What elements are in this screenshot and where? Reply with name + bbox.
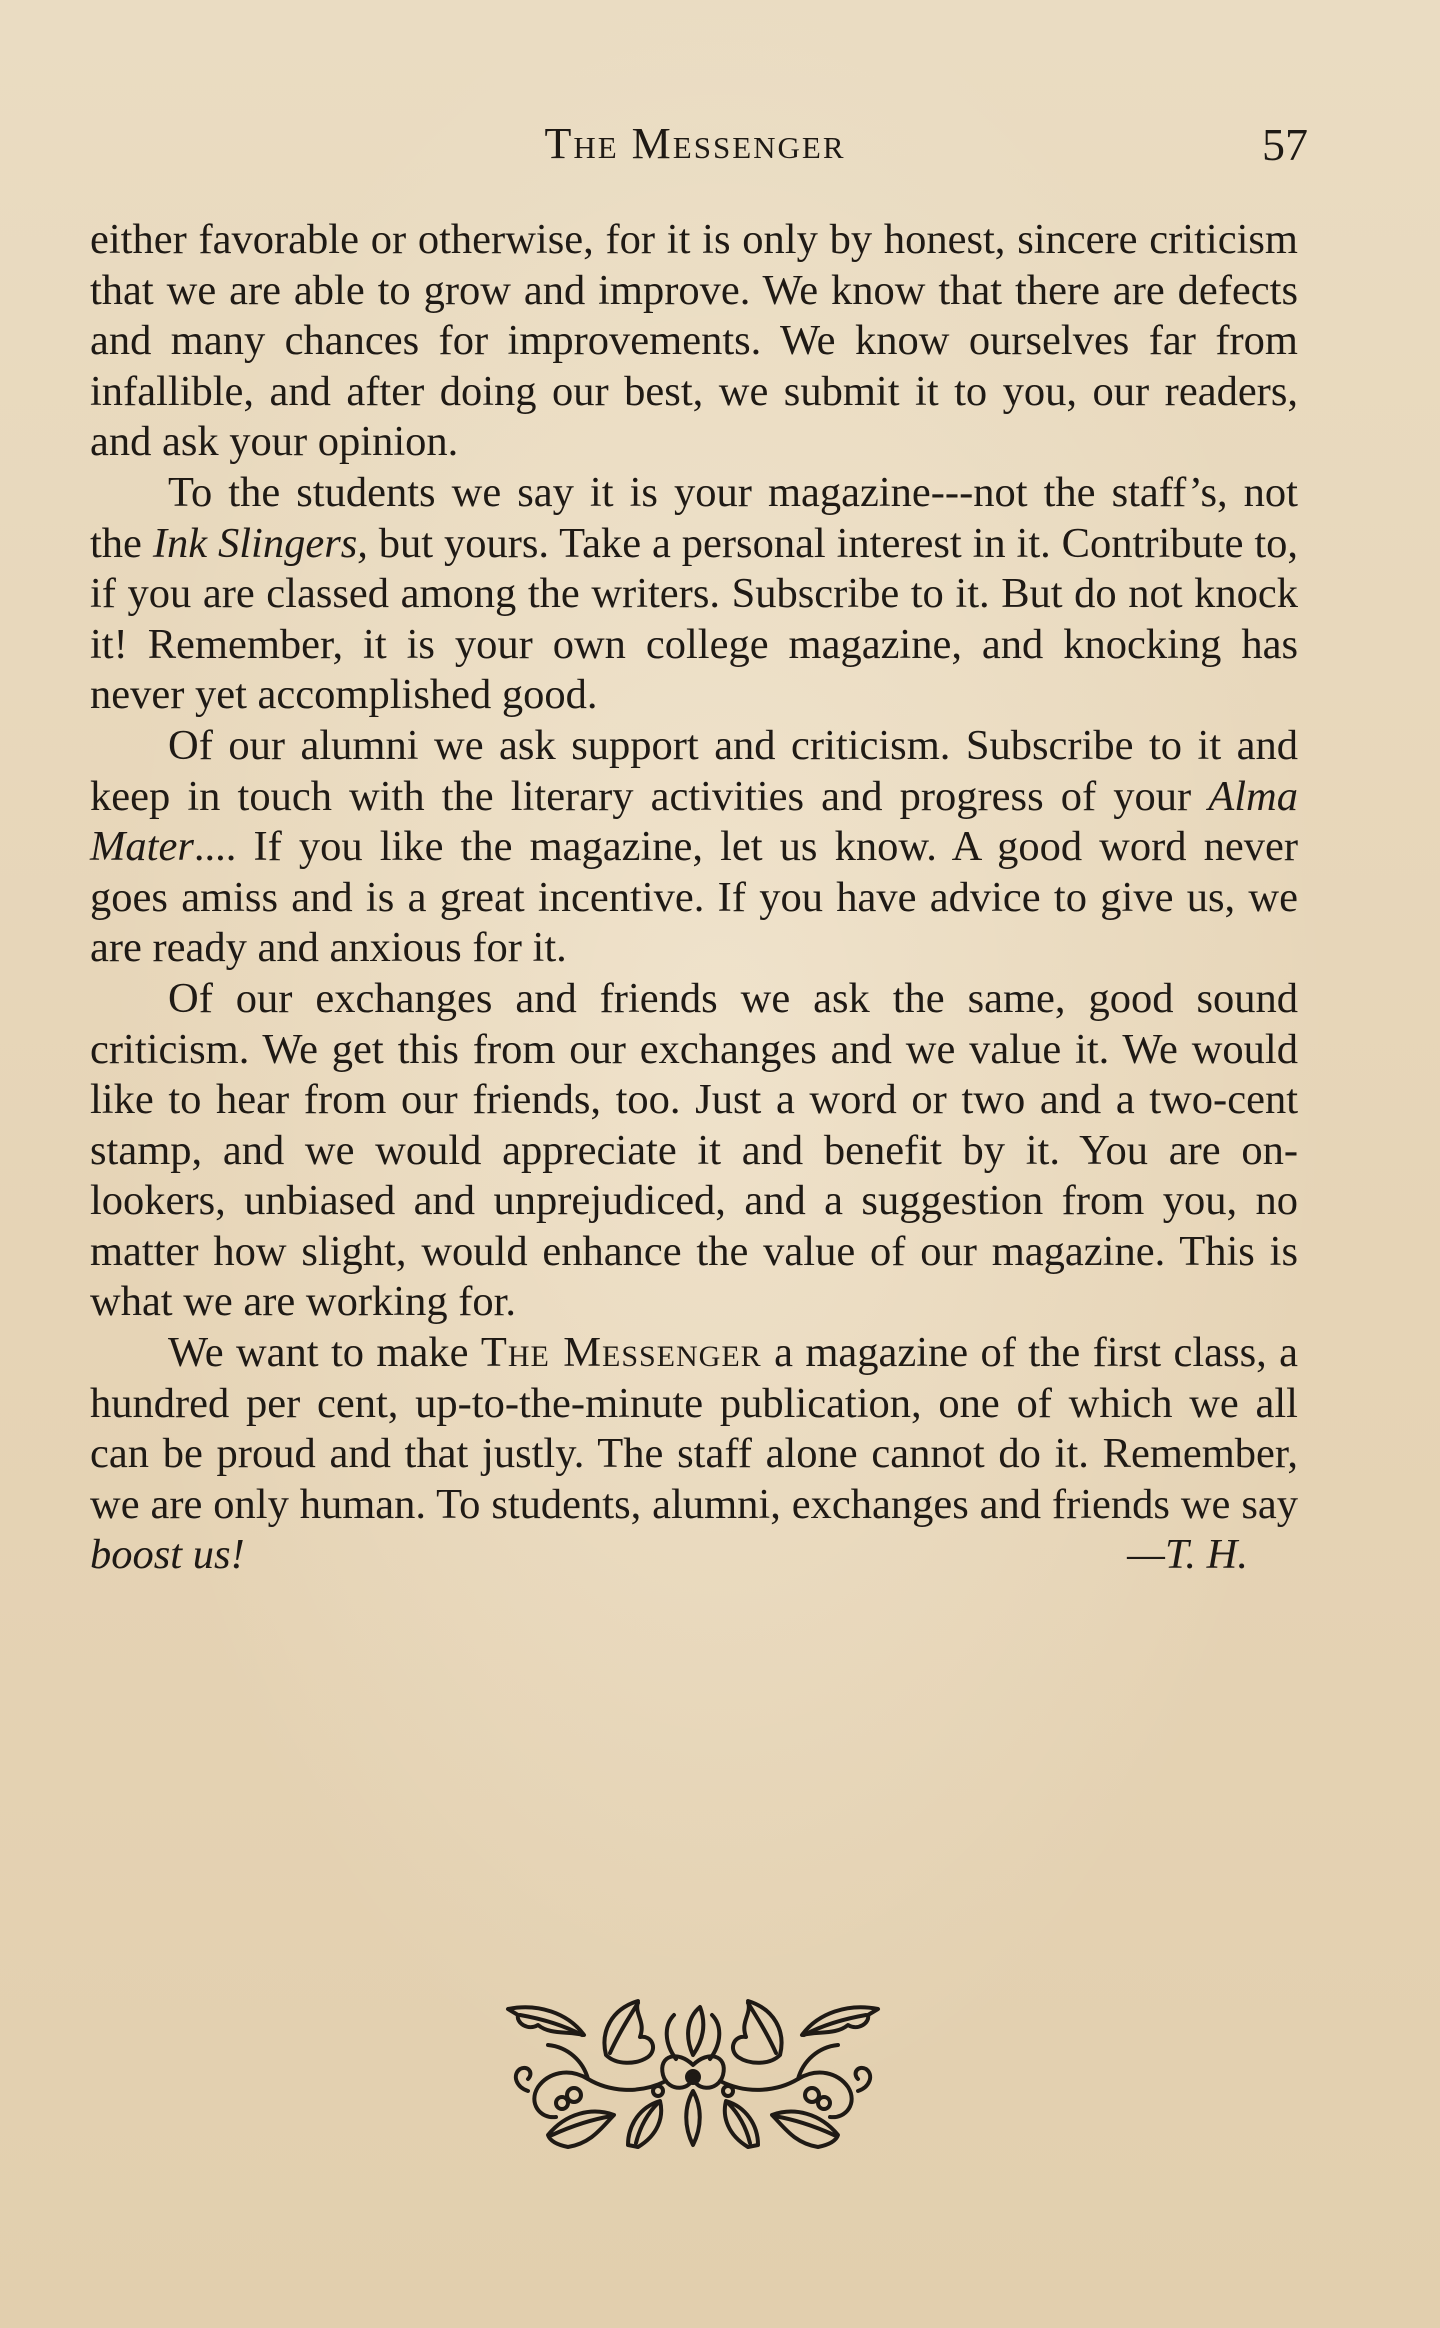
author-signature: —T. H. (1127, 1531, 1248, 1579)
paragraph (90, 468, 1298, 721)
article-body (90, 215, 1298, 1581)
paragraph (90, 974, 1298, 1328)
paragraph-text: but yours. Take a personal interest in it. Contribute to, if you are classed among the writers. Subscribe to it. But do not knock it! Remember, it is your own college magazine, and knocking has never yet accomplished good. (90, 519, 1299, 719)
paragraph-text: either favorable or otherwise, for it is only by honest, sincere criticism that we are able to grow and improve. We know that there are defects and many chances for improvements. We know ourselves far from infallible, and after doing our best, we submit it to you, our readers, and ask your opinion. (90, 216, 1298, 466)
paragraph-text: We want to make (168, 1329, 481, 1377)
paragraph-text: To the students we say it is your magazine---not the staff’s, not the (90, 468, 1298, 567)
running-head (90, 118, 1308, 178)
paragraph (90, 1328, 1298, 1581)
floral-vine-tailpiece-icon (488, 1995, 898, 2155)
italic-text: Ink Slingers, (152, 519, 368, 567)
paragraph-text: Of our exchanges and friends we ask the same, good sound criticism. We get this from our exchanges and we value it. We would like to hear from our friends, too. Just a word or two and a two-cent stamp, and we would appreciate it and benefit by it. You are on-lookers, unbiased and unprejudiced, and a suggestion from you, no matter how slight, would enhance the value of our magazine. This is what we are working for. (90, 974, 1298, 1326)
italic-text: boost us! (90, 1531, 245, 1579)
paragraph-text: Of our alumni we ask support and criticism. Subscribe to it and keep in touch with the literary activities and progress of your (90, 721, 1298, 820)
paragraph (90, 215, 1298, 468)
paragraph-text: a magazine of the first class, a hundred per cent, up-to-the-minute publication, one of which we all can be proud and that justly. The staff alone cannot do it. Remember, we are only human. To students, alumni, exchanges and friends we say (90, 1329, 1299, 1528)
paragraph (90, 721, 1298, 974)
italic-text: Alma Mater (90, 772, 1298, 871)
page-number: 57 (1262, 119, 1308, 170)
magazine-name: The Messenger (480, 1329, 762, 1377)
running-title: The Messenger (544, 119, 846, 168)
paragraph-text: .... If you like the magazine, let us know. A good word never goes amiss and is a great incentive. If you have advice to give us, we are ready and anxious for it. (90, 823, 1298, 972)
